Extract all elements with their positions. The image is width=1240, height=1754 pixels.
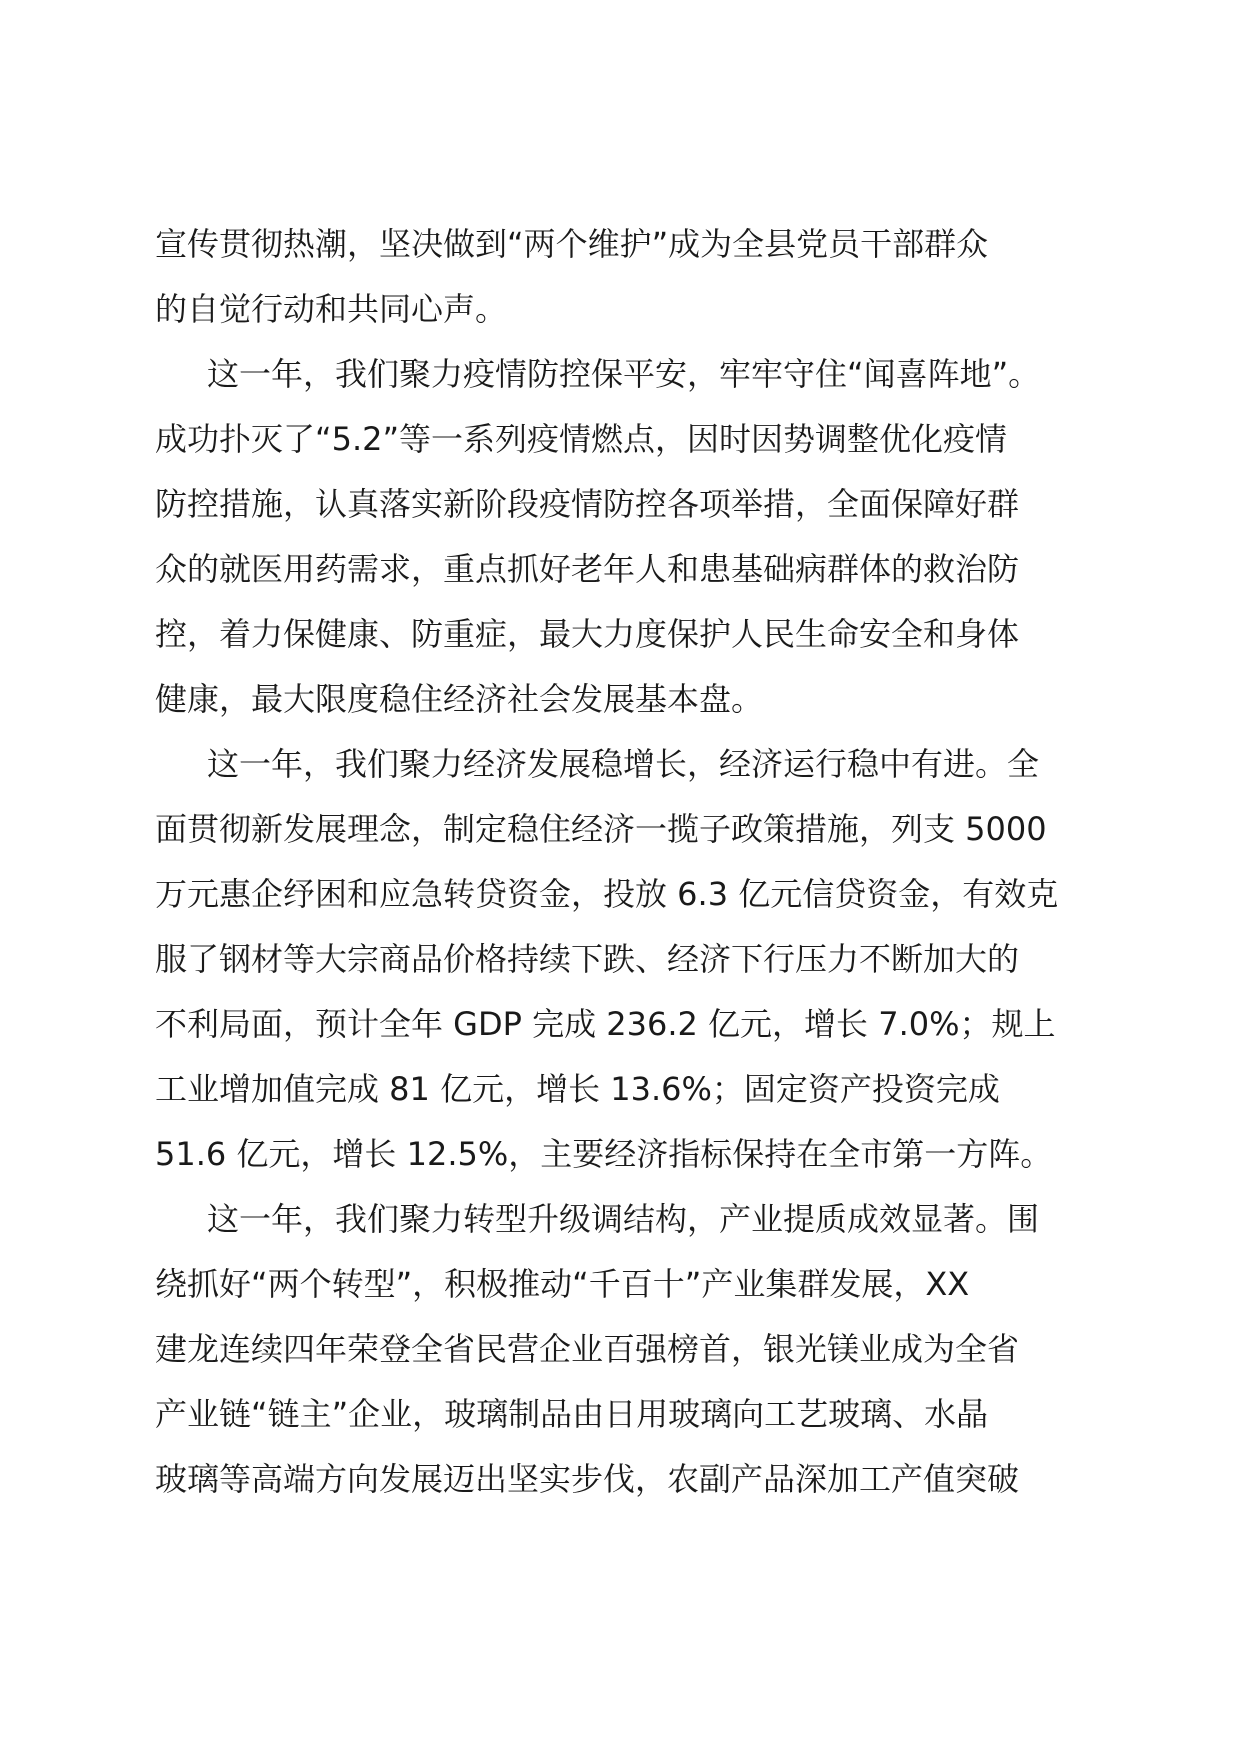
paragraph-start-line: 这一年，我们聚力转型升级调结构，产业提质成效显著。围 [207, 1200, 1040, 1238]
text-line: 绕抓好“两个转型”，积极推动“千百十”产业集群发展，XX [155, 1265, 970, 1303]
text-line: 成功扑灭了“5.2”等一系列疫情燃点，因时因势调整优化疫情 [155, 420, 1008, 458]
text-line: 宣传贯彻热潮，坚决做到“两个维护”成为全县党员干部群众 [155, 225, 989, 263]
text-line: 服了钢材等大宗商品价格持续下跌、经济下行压力不断加大的 [155, 940, 1020, 978]
text-line: 健康，最大限度稳住经济社会发展基本盘。 [155, 680, 764, 718]
text-line: 的自觉行动和共同心声。 [155, 290, 508, 328]
text-line: 面贯彻新发展理念，制定稳住经济一揽子政策措施，列支 5000 [155, 810, 1047, 848]
text-line: 51.6 亿元，增长 12.5%，主要经济指标保持在全市第一方阵。 [155, 1135, 1053, 1173]
text-line: 玻璃等高端方向发展迈出坚实步伐，农副产品深加工产值突破 [155, 1460, 1020, 1498]
text-line: 控，着力保健康、防重症，最大力度保护人民生命安全和身体 [155, 615, 1020, 653]
text-line: 防控措施，认真落实新阶段疫情防控各项举措，全面保障好群 [155, 485, 1020, 523]
paragraph-start-line: 这一年，我们聚力疫情防控保平安，牢牢守住“闻喜阵地”。 [207, 355, 1041, 393]
text-line: 建龙连续四年荣登全省民营企业百强榜首，银光镁业成为全省 [155, 1330, 1020, 1368]
text-line: 万元惠企纾困和应急转贷资金，投放 6.3 亿元信贷资金，有效克 [155, 875, 1059, 913]
paragraph-start-line: 这一年，我们聚力经济发展稳增长，经济运行稳中有进。全 [207, 745, 1040, 783]
text-line: 不利局面，预计全年 GDP 完成 236.2 亿元，增长 7.0%；规上 [155, 1005, 1056, 1043]
text-line: 产业链“链主”企业，玻璃制品由日用玻璃向工艺玻璃、水晶 [155, 1395, 989, 1433]
text-line: 工业增加值完成 81 亿元，增长 13.6%；固定资产投资完成 [155, 1070, 1000, 1108]
text-line: 众的就医用药需求，重点抓好老年人和患基础病群体的救治防 [155, 550, 1020, 588]
document-body [155, 212, 1095, 1512]
